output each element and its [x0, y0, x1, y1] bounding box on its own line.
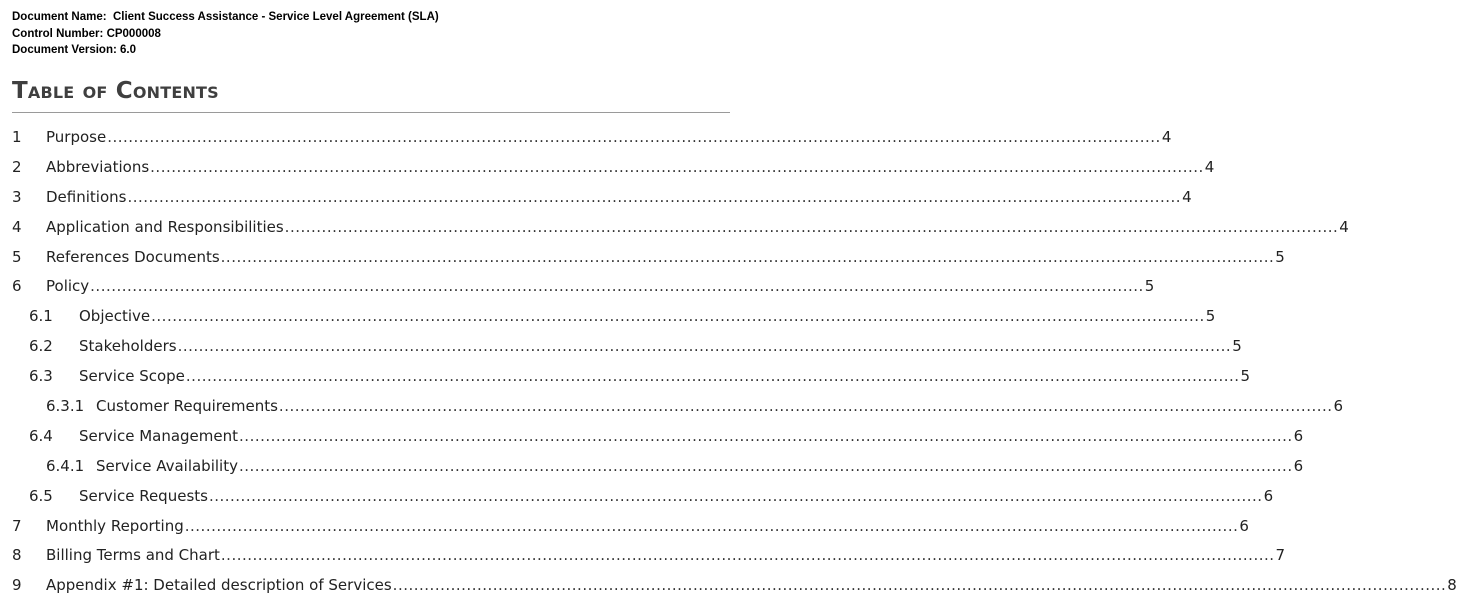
toc-entry-line [96, 397, 1344, 416]
document-name-row [12, 9, 439, 26]
toc-entry-line [96, 456, 1304, 475]
toc-entry-line [46, 128, 1172, 146]
toc-entry-label[interactable]: Purpose [46, 128, 107, 146]
toc-dot-leader: ........................................................................................................................................................................................................ [127, 187, 1182, 206]
document-name-label: Document Name: [12, 11, 107, 23]
toc-entry-number: 7 [12, 516, 22, 535]
toc-entry-4[interactable] [0, 212, 1349, 242]
toc-entry-line [46, 187, 1192, 206]
toc-entry-9[interactable] [0, 570, 1457, 600]
toc-entry-line [79, 307, 1216, 326]
toc-entry-6-3[interactable] [0, 361, 1251, 391]
toc-entry-number: 2 [12, 157, 22, 176]
toc-entry-line [79, 337, 1242, 356]
toc-entry-6-2[interactable] [0, 331, 1242, 361]
toc-dot-leader: ........................................................................................................................................................................................................ [90, 277, 1144, 296]
toc-entry-number: 6 [12, 277, 22, 296]
toc-entry-6[interactable] [0, 271, 1155, 301]
toc-entry-number: 5 [12, 247, 22, 266]
toc-entry-page-number: 5 [1232, 337, 1242, 356]
toc-entry-page-number: 6 [1293, 426, 1304, 445]
toc-entry-page-number: 5 [1240, 367, 1251, 386]
toc-entry-number: 6.1 [29, 307, 53, 326]
toc-entry-6-1[interactable] [0, 301, 1216, 331]
toc-dot-leader: ........................................................................................................................................................................................................ [220, 546, 1275, 565]
toc-entry-7[interactable] [0, 511, 1249, 541]
toc-entry-page-number: 6 [1239, 516, 1249, 535]
document-name-value: Client Success Assistance - Service Level Agreement (SLA) [112, 11, 439, 23]
toc-entry-label[interactable]: Billing Terms and Chart [46, 546, 220, 565]
document-version-value: 6.0 [120, 44, 137, 56]
toc-entry-6-4-1[interactable] [0, 451, 1304, 481]
toc-entry-label[interactable]: Definitions [46, 187, 127, 206]
toc-entry-label[interactable]: Stakeholders [79, 337, 177, 356]
toc-entry-label[interactable]: Monthly Reporting [46, 516, 184, 535]
toc-entry-line [46, 576, 1457, 595]
toc-entry-number: 8 [12, 546, 22, 565]
toc-dot-leader: ........................................................................................................................................................................................................ [239, 426, 1293, 445]
toc-entry-label[interactable]: Service Management [79, 426, 239, 445]
toc-entry-line [79, 426, 1304, 445]
toc-entry-page-number: 8 [1447, 576, 1457, 595]
toc-title: Table of Contents [12, 78, 219, 104]
toc-dot-leader: ........................................................................................................................................................................................................ [392, 576, 1447, 595]
toc-entry-page-number: 4 [1339, 217, 1349, 236]
toc-entry-number: 9 [12, 576, 22, 595]
toc-dot-leader: ........................................................................................................................................................................................................ [284, 217, 1339, 236]
toc-dot-leader: ........................................................................................................................................................................................................ [185, 367, 1240, 386]
toc-dot-leader: ........................................................................................................................................................................................................ [238, 456, 1293, 475]
toc-title-underline [12, 112, 730, 113]
toc-entry-label[interactable]: Service Requests [79, 486, 208, 505]
toc-entry-label[interactable]: Customer Requirements [96, 397, 278, 416]
toc-entry-8[interactable] [0, 540, 1286, 570]
toc-entry-label[interactable]: Policy [46, 277, 90, 296]
toc-entry-3[interactable] [0, 182, 1192, 212]
toc-entry-label[interactable]: Objective [79, 307, 151, 326]
toc-entry-line [46, 217, 1349, 236]
toc-entry-line [79, 367, 1251, 386]
toc-entry-number: 4 [12, 217, 22, 236]
toc-entry-line [46, 157, 1215, 176]
toc-list [0, 122, 1457, 600]
document-version-label: Document Version: [12, 44, 117, 56]
toc-entry-page-number: 4 [1182, 187, 1192, 206]
toc-entry-6-4[interactable] [0, 421, 1304, 451]
toc-entry-line [46, 546, 1286, 565]
toc-entry-number: 1 [12, 128, 22, 146]
toc-entry-label[interactable]: Service Scope [79, 367, 185, 386]
toc-entry-1[interactable] [0, 122, 1172, 152]
toc-entry-number: 6.4 [29, 426, 53, 445]
toc-entry-2[interactable] [0, 152, 1215, 182]
toc-entry-6-5[interactable] [0, 481, 1274, 511]
toc-dot-leader: ........................................................................................................................................................................................................ [208, 486, 1263, 505]
toc-entry-number: 6.3.1 [46, 397, 85, 416]
toc-entry-label[interactable]: Appendix #1: Detailed description of Services [46, 576, 392, 595]
toc-entry-label[interactable]: References Documents [46, 247, 220, 266]
toc-entry-number: 6.2 [29, 337, 53, 356]
toc-dot-leader: ........................................................................................................................................................................................................ [151, 307, 1205, 326]
document-version-row [12, 42, 439, 59]
toc-entry-page-number: 4 [1204, 157, 1215, 176]
toc-entry-number: 6.3 [29, 367, 53, 386]
toc-entry-line [46, 247, 1285, 266]
toc-entry-page-number: 5 [1144, 277, 1155, 296]
toc-entry-5[interactable] [0, 242, 1285, 272]
toc-entry-label[interactable]: Abbreviations [46, 157, 150, 176]
control-number-value: CP000008 [106, 27, 161, 40]
toc-dot-leader: ........................................................................................................................................................................................................ [177, 337, 1232, 356]
toc-entry-page-number: 6 [1293, 456, 1304, 475]
toc-entry-label[interactable]: Application and Responsibilities [46, 217, 284, 236]
toc-entry-line [79, 486, 1274, 505]
toc-dot-leader: ........................................................................................................................................................................................................ [150, 157, 1204, 176]
toc-dot-leader: ........................................................................................................................................................................................................ [278, 397, 1333, 416]
document-header [12, 9, 439, 59]
toc-entry-page-number: 6 [1333, 397, 1344, 416]
toc-entry-line [46, 516, 1249, 535]
toc-entry-line [46, 277, 1155, 296]
toc-entry-label[interactable]: Service Availability [96, 456, 238, 475]
toc-dot-leader: ........................................................................................................................................................................................................ [184, 516, 1239, 535]
toc-dot-leader: ........................................................................................................................................................................................................ [107, 128, 1161, 146]
toc-entry-6-3-1[interactable] [0, 391, 1344, 421]
control-number-row [12, 26, 439, 43]
toc-entry-number: 6.5 [29, 486, 53, 505]
toc-entry-page-number: 6 [1263, 486, 1274, 505]
toc-dot-leader: ........................................................................................................................................................................................................ [220, 247, 1275, 266]
toc-entry-number: 6.4.1 [46, 456, 85, 475]
control-number-label: Control Number: [12, 27, 104, 40]
toc-entry-page-number: 5 [1275, 247, 1285, 266]
toc-entry-page-number: 7 [1275, 546, 1286, 565]
toc-entry-number: 3 [12, 187, 22, 206]
toc-entry-page-number: 5 [1205, 307, 1216, 326]
toc-entry-page-number: 4 [1161, 128, 1172, 146]
